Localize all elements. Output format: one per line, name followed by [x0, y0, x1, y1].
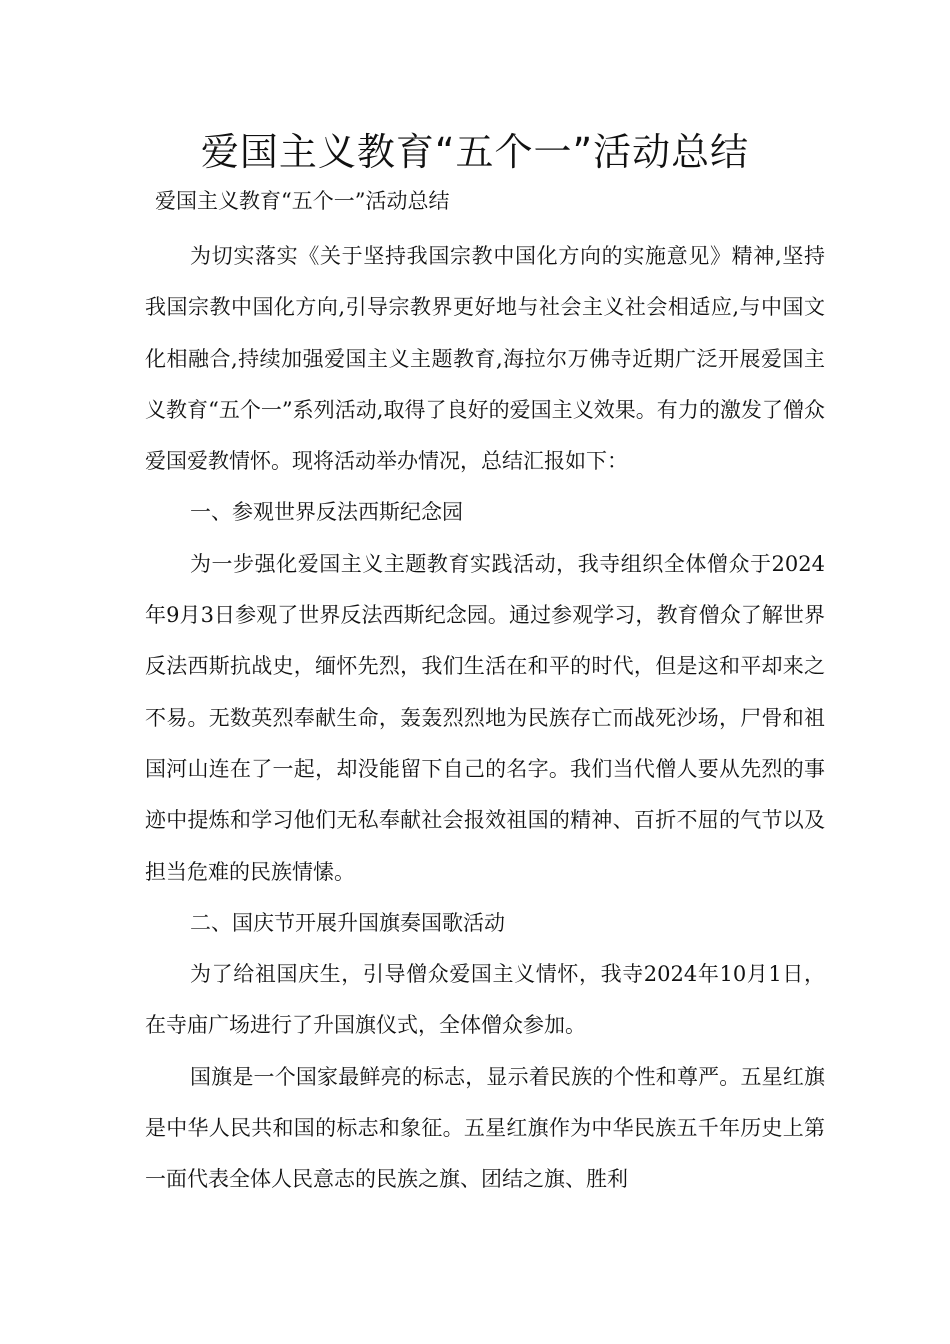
document-subtitle: 爱国主义教育“五个一”活动总结: [155, 189, 450, 213]
section-heading-2: 二、国庆节开展升国旗奏国歌活动: [190, 910, 505, 935]
section-1-paragraph: 为一步强化爱国主义主题教育实践活动，我寺组织全体僧众于2024年9月3日参观了世界反法西斯纪念园。通过参观学习，教育僧众了解世界反法西斯抗战史，缅怀先烈，我们生活在和平的时代，但是这和平却来之不易。无数英烈奉献生命，轰轰烈烈地为民族存亡而战死沙场，尸骨和祖国河山连在了一起，却没能留下自己的名字。我们当代僧人要从先烈的事迹中提炼和学习他们无私奉献社会报效祖国的精神、百折不屈的气节以及担当危难的民族情愫。: [145, 551, 825, 884]
document-title: 爱国主义教育“五个一”活动总结: [200, 130, 750, 174]
section-2-paragraph: 为了给祖国庆生，引导僧众爱国主义情怀，我寺2024年10月1日，在寺庙广场进行了升国旗仪式，全体僧众参加。: [145, 962, 825, 1038]
document-body: [145, 231, 825, 1206]
flag-paragraph: 国旗是一个国家最鲜亮的标志，显示着民族的个性和尊严。五星红旗是中华人民共和国的标志和象征。五星红旗作为中华民族五千年历史上第一面代表全体人民意志的民族之旗、团结之旗、胜利: [145, 1064, 825, 1192]
intro-paragraph: 为切实落实《关于坚持我国宗教中国化方向的实施意见》精神,坚持我国宗教中国化方向,引导宗教界更好地与社会主义社会相适应,与中国文化相融合,持续加强爱国主义主题教育,海拉尔万佛寺近期广泛开展爱国主义教育“五个一”系列活动,取得了良好的爱国主义效果。有力的激发了僧众爱国爱教情怀。现将活动举办情况，总结汇报如下：: [145, 244, 825, 474]
section-heading-1: 一、参观世界反法西斯纪念园: [190, 500, 463, 525]
